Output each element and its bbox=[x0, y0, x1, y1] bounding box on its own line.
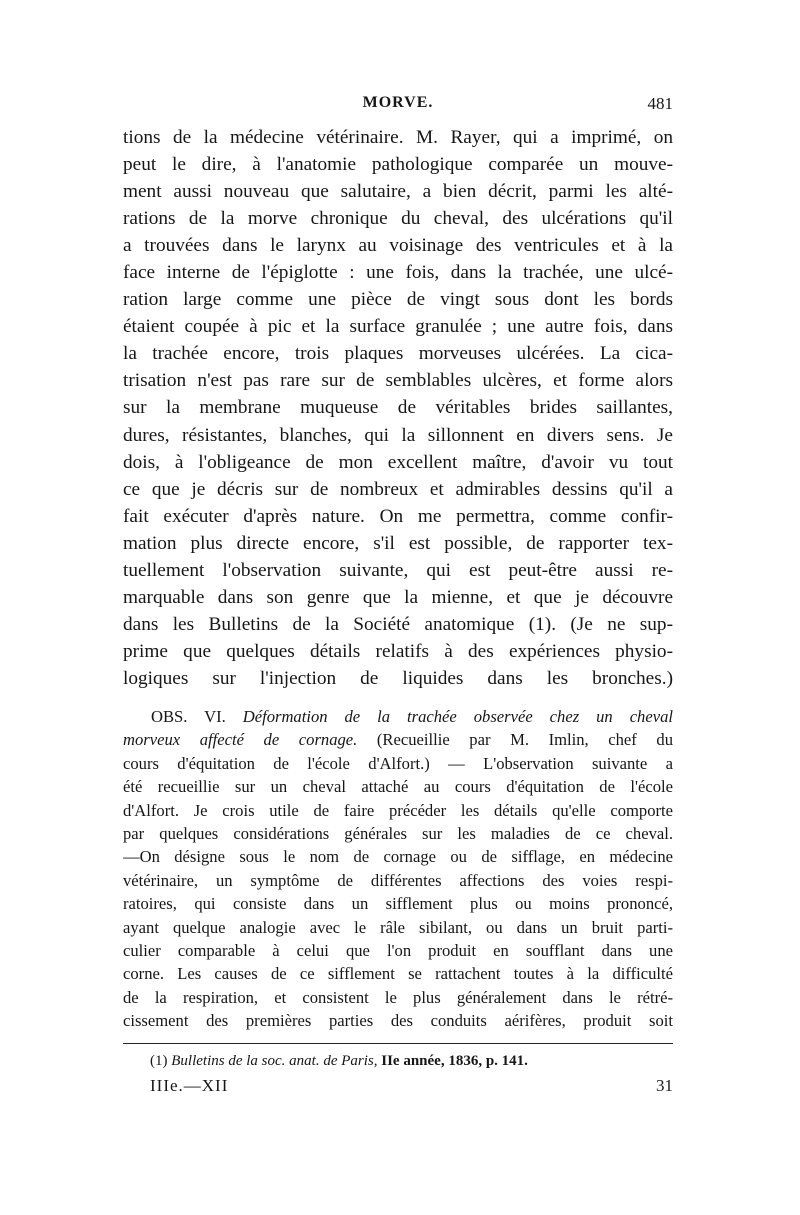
text-line: ayant quelque analogie avec le râle sibilant, ou dans un bruit parti- bbox=[123, 917, 673, 937]
observation-credit: (Recueillie par M. Imlin, chef du bbox=[376, 730, 673, 750]
text-line: la trachée encore, trois plaques morveuses ulcérées. La cica- bbox=[123, 343, 673, 365]
observation-heading bbox=[123, 705, 673, 728]
text-line: culier comparable à celui que l'on produit en soufflant dans une bbox=[123, 940, 673, 960]
text-line: a trouvées dans le larynx au voisinage des ventricules et à la bbox=[123, 235, 673, 257]
text-line: dans les Bulletins de la Société anatomique (1). (Je ne sup- bbox=[123, 613, 673, 635]
text-line: corne. Les causes de ce sifflement se rattachent toutes à la difficulté bbox=[123, 964, 673, 984]
footnote bbox=[150, 1050, 680, 1072]
text-line: ce que je décris sur de nombreux et admirables dessins qu'il a bbox=[123, 478, 673, 500]
text-line: face interne de l'épiglotte : une fois, dans la trachée, une ulcé- bbox=[123, 262, 673, 284]
observation-title-cont: morveux affecté de cornage. bbox=[123, 730, 358, 750]
running-title: MORVE. bbox=[362, 94, 434, 111]
text-line: peut le dire, à l'anatomie pathologique comparée un mouve- bbox=[123, 154, 673, 176]
text-line: cissement des premières parties des conduits aérifères, produit soit bbox=[123, 1011, 673, 1031]
footnote-source: Bulletins de la soc. anat. de Paris, bbox=[171, 1053, 378, 1069]
text-line: logiques sur l'injection de liquides dans les bronches.) bbox=[123, 667, 673, 689]
text-line: rations de la morve chronique du cheval, des ulcérations qu'il bbox=[123, 208, 673, 230]
observation-title: Déformation de la trachée observée chez un cheval bbox=[242, 707, 673, 726]
observation-subtitle bbox=[123, 728, 673, 751]
text-line: étaient coupée à pic et la surface granulée ; une autre fois, dans bbox=[123, 316, 673, 338]
signature-folio: 31 bbox=[656, 1076, 673, 1095]
text-line: de la respiration, et consistent le plus généralement dans le rétré- bbox=[123, 987, 673, 1007]
observation-section bbox=[123, 705, 673, 1032]
text-line: trisation n'est pas rare sur de semblables ulcères, et forme alors bbox=[123, 370, 673, 392]
observation-label: OBS. VI. bbox=[151, 707, 226, 726]
text-line: été recueillie sur un cheval attaché au cours d'équitation de l'école bbox=[123, 777, 673, 797]
text-line: ration large comme une pièce de vingt sous dont les bords bbox=[123, 289, 673, 311]
page-header bbox=[123, 94, 673, 120]
text-line: —On désigne sous le nom de cornage ou de sifflage, en médecine bbox=[123, 847, 673, 867]
text-line: par quelques considérations générales sur les maladies de ce cheval. bbox=[123, 823, 673, 843]
text-line: fait exécuter d'après nature. On me permettra, comme confir- bbox=[123, 505, 673, 527]
text-line: vétérinaire, un symptôme de différentes affections des voies respi- bbox=[123, 870, 673, 890]
footnote-number: (1) bbox=[150, 1053, 168, 1069]
text-line: mation plus directe encore, s'il est possible, de rapporter tex- bbox=[123, 532, 673, 554]
main-paragraph bbox=[123, 124, 673, 692]
text-line: sur la membrane muqueuse de véritables brides saillantes, bbox=[123, 397, 673, 419]
text-line: ment aussi nouveau que salutaire, a bien décrit, parmi les alté- bbox=[123, 181, 673, 203]
footnote-divider bbox=[123, 1043, 673, 1044]
text-line: ratoires, qui consiste dans un sifflement plus ou moins prononcé, bbox=[123, 894, 673, 914]
footnote-details: IIe année, 1836, p. 141. bbox=[381, 1053, 528, 1069]
text-line: prime que quelques détails relatifs à des expériences physio- bbox=[123, 640, 673, 662]
text-line: tuellement l'observation suivante, qui est peut-être aussi re- bbox=[123, 559, 673, 581]
page-number: 481 bbox=[647, 94, 673, 113]
text-line: dures, résistantes, blanches, qui la sillonnent en divers sens. Je bbox=[123, 424, 673, 446]
text-line: d'Alfort. Je crois utile de faire précéder les détails qu'elle comporte bbox=[123, 800, 673, 820]
text-line: marquable dans son genre que la mienne, et que je découvre bbox=[123, 586, 673, 608]
text-line: dois, à l'obligeance de mon excellent maître, d'avoir vu tout bbox=[123, 451, 673, 473]
text-line: tions de la médecine vétérinaire. M. Rayer, qui a imprimé, on bbox=[123, 127, 673, 148]
printer-signature: IIIe.—XII bbox=[150, 1076, 229, 1095]
text-line: cours d'équitation de l'école d'Alfort.) — L'observation suivante a bbox=[123, 753, 673, 773]
